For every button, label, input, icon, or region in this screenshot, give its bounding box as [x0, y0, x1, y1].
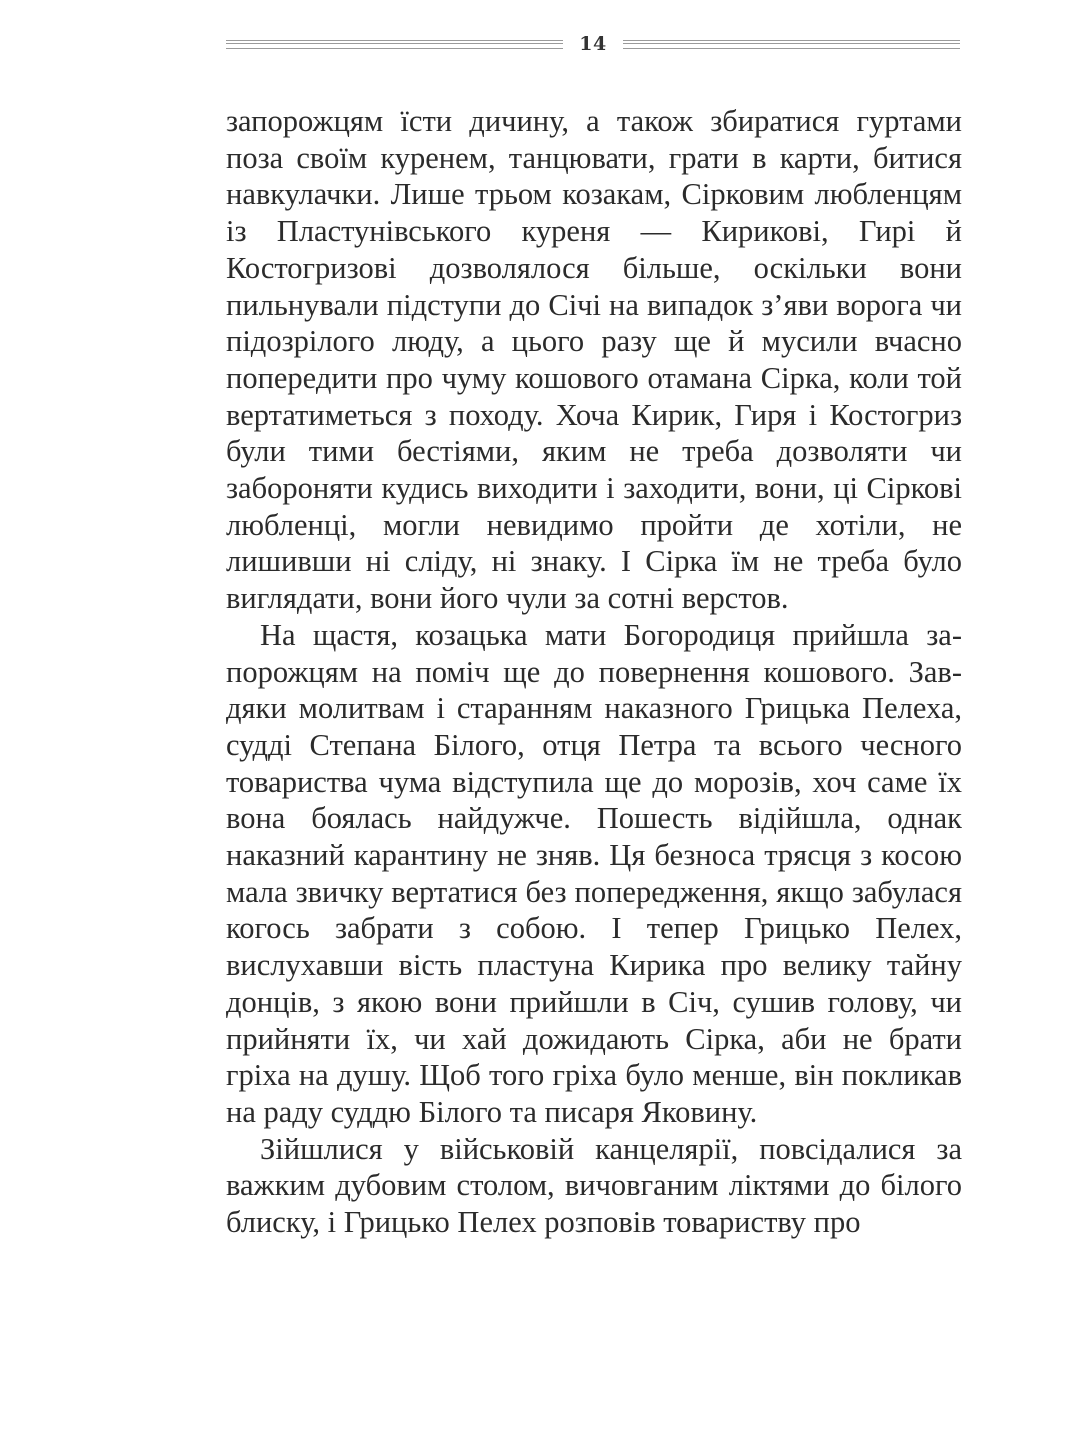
page-number: 14 [579, 33, 607, 55]
header-rule-right [623, 40, 960, 49]
header-rule-left [226, 40, 563, 49]
body-text [226, 103, 962, 1241]
paragraph-2: На щастя, козацька мати Богородиця прийшла запорожцям на поміч ще до повернення кошового. Завдяки молитвам і старанням наказного Грицька Пелеха, судді Степана Білого, отця Петра та всього чесного товариства чума відступила ще до морозів, хоч саме їх вона боялась найдужче. Пошесть відійшла, однак наказний карантину не зняв. Ця безноса трясця з косою мала звичку вертатися без попередження, якщо забулася когось забрати з собою. І тепер Грицько Пелех, вислухавши вість пластуна Кирика про велику тайну донців, з якою вони прийшли в Січ, сушив голову, чи прийняти їх, чи хай дожидають Сірка, аби не брати гріха на душу. Щоб того гріха було менше, він покликав на раду суддю Білого та писаря Яковину. [226, 617, 962, 1129]
paragraph-1: запорожцям їсти дичину, а також збиратися гуртами поза своїм куренем, танцювати, грати в карти, битися навкулачки. Лише трьом козакам, Сірковим любленцям із Пластунівського куреня — Кирикові, Гирі й Костогризові дозволялося більше, оскільки вони пильнували підступи до Січі на випадок з’яви ворога чи підозрілого люду, а цього разу ще й мусили вчасно попередити про чуму кошового отамана Сірка, коли той вертатиметься з походу. Хоча Кирик, Гиря і Костогриз були тими бестіями, яким не треба дозволяти чи забороняти кудись виходити і заходити, вони, ці Сіркові любленці, могли невидимо пройти де хотіли, не лишивши ні сліду, ні знаку. І Сірка їм не треба було виглядати, вони його чули за сотні верстов. [226, 104, 962, 616]
page-header [226, 28, 960, 60]
paragraph-3: Зійшлися у військовій канцелярії, повсідалися за важким дубовим столом, вичовганим ліктями до білого блиску, і Грицько Пелех розповів товариству про [226, 1131, 962, 1240]
